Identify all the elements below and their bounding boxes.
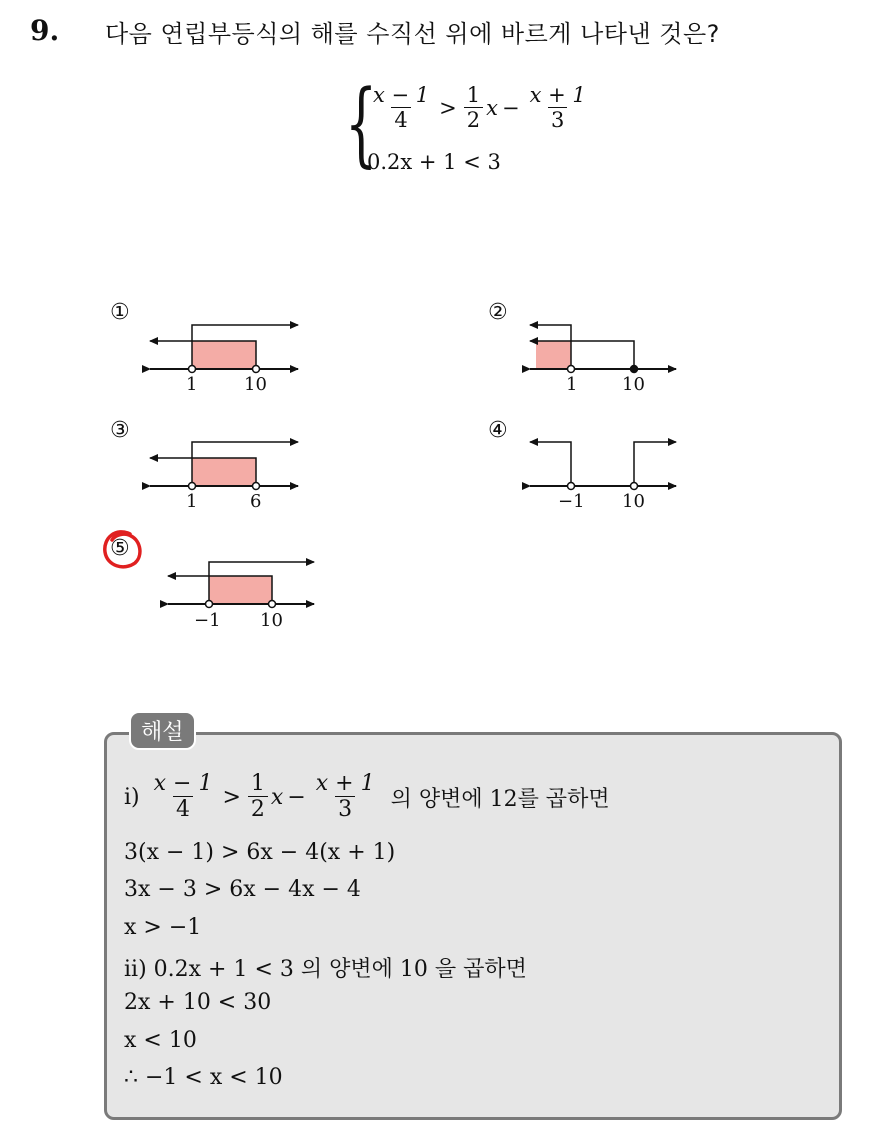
solution-region (536, 341, 571, 369)
open-point (631, 483, 638, 490)
solution-tab: 해설 (129, 711, 196, 750)
tick-label: 10 (622, 374, 645, 395)
solution-region (192, 458, 256, 486)
fraction-left: $\frac{x - 1}{4}$ (373, 83, 430, 133)
question-number: 9. (30, 14, 60, 47)
open-point (189, 366, 196, 373)
solution-line-6: 2x + 10 < 30 (124, 990, 272, 1015)
solution-line-7: x < 10 (124, 1028, 197, 1053)
fraction-right: $\frac{x + 1}{3}$ (315, 771, 375, 823)
tick-label: 10 (260, 610, 283, 631)
tick-label: −1 (558, 491, 585, 512)
option-5-number-line[interactable] (158, 550, 338, 635)
open-point (253, 366, 260, 373)
solution-region (192, 341, 256, 369)
solution-line-5: ii) 0.2x + 1 < 3 의 양변에 10 을 곱하면 (124, 957, 527, 982)
tick-label: 10 (622, 491, 645, 512)
tick-label: 10 (244, 374, 267, 395)
fraction-half: $\frac{1}{2}$ (464, 84, 483, 132)
fraction-left: $\frac{x - 1}{4}$ (153, 771, 213, 823)
tick-label: 1 (566, 374, 578, 395)
fraction-half: $\frac{1}{2}$ (248, 772, 268, 822)
ray-right (634, 442, 676, 486)
tick-label: 6 (250, 491, 262, 512)
option-1-number-line[interactable] (140, 315, 320, 400)
option-4-number-line[interactable] (520, 432, 700, 517)
tick-label: 1 (186, 491, 198, 512)
solution-line-2: 3(x − 1) > 6x − 4(x + 1) (124, 840, 396, 865)
solution-line-4: x > −1 (124, 915, 202, 940)
open-point (206, 601, 213, 608)
option-1-mark[interactable]: ① (110, 300, 130, 325)
brace-symbol: { (345, 70, 378, 177)
option-2-number-line[interactable] (520, 315, 700, 400)
fraction-right: $\frac{x + 1}{3}$ (529, 83, 586, 133)
open-point (269, 601, 276, 608)
solution-line-3: 3x − 3 > 6x − 4x − 4 (124, 877, 361, 902)
solution-region (209, 576, 272, 604)
open-point (568, 366, 575, 373)
option-4-mark[interactable]: ④ (488, 418, 508, 443)
inequality-2: 0.2x + 1 < 3 (367, 150, 501, 174)
question-text: 다음 연립부등식의 해를 수직선 위에 바르게 나타낸 것은? (105, 20, 720, 48)
option-2-mark[interactable]: ② (488, 300, 508, 325)
option-5-mark[interactable]: ⑤ (110, 536, 130, 561)
tick-label: −1 (194, 610, 221, 631)
solution-line-8: ∴ −1 < x < 10 (124, 1065, 283, 1090)
solution-line-1: i) $\frac{x - 1}{4}$ > $\frac{1}{2}$ x − $\frac{x + 1}{3}$ 의 양변에 12를 곱하면 (124, 771, 610, 823)
option-3-number-line[interactable] (140, 432, 320, 517)
inequality-system (345, 70, 605, 192)
ray-left (530, 442, 571, 486)
inequality-1: $\frac{x - 1}{4}$ > $\frac{1}{2}$ x − $\frac{x + 1}{3}$ (367, 84, 592, 132)
closed-point (631, 366, 638, 373)
open-point (253, 483, 260, 490)
open-point (568, 483, 575, 490)
option-3-mark[interactable]: ③ (110, 418, 130, 443)
open-point (189, 483, 196, 490)
tick-label: 1 (186, 374, 198, 395)
